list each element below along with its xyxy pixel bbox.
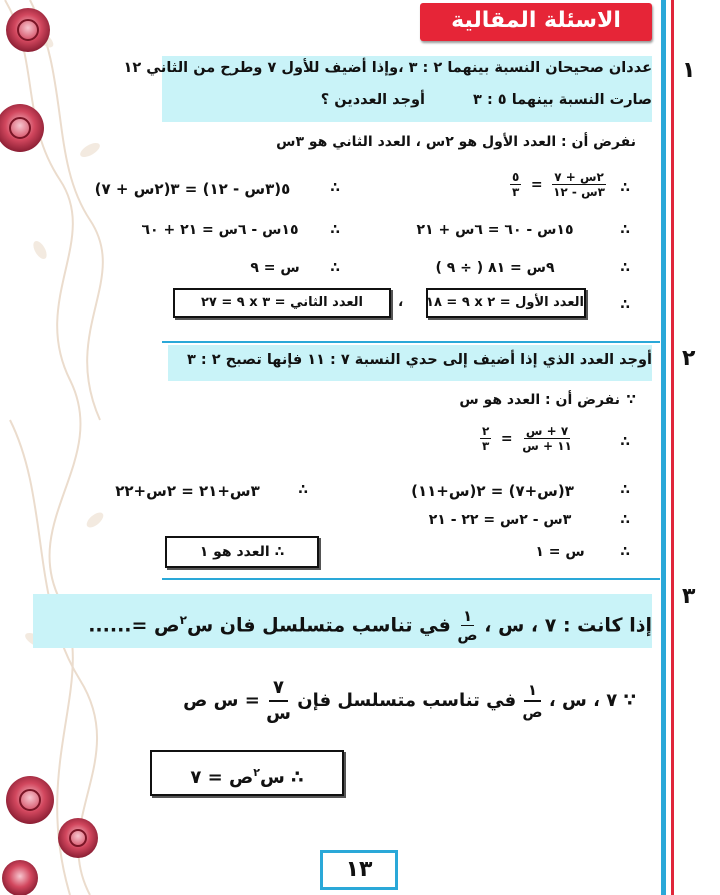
q3-answer-a: ∴ س [259,767,304,788]
q2-rhs-den: ٣ [482,439,490,453]
q3-answer-b: ص = ٧ [190,767,254,788]
question-number-1: ١ [682,58,696,83]
divider-1 [162,341,660,343]
q1-step2a: ١٥س - ٦٠ = ٦س + ٢١ [416,222,574,238]
q1-therefore-5: ∴ [620,260,630,276]
q1-therefore-4: ∴ [330,222,340,238]
question-number-2: ٢ [682,346,696,371]
q1-rhs-num: ٥ [512,170,520,184]
q1-statement-line2a: صارت النسبة بينهما ٥ : ٣ [473,92,652,108]
q3-frac-num: ١ [462,607,473,626]
q3-solution [183,676,636,726]
q1-statement-line2b: أوجد العددين ؟ [320,92,425,108]
divider-2 [162,578,660,580]
q3-sol-frac1-den: ص [522,703,543,721]
vertical-blue-rule [661,0,666,895]
q1-therefore-2: ∴ [330,180,340,196]
q3-statement-a: إذا كانت : ٧ ، س ، [484,614,652,637]
q1-therefore-3: ∴ [620,222,630,238]
q2-assumption: نفرض أن : العدد هو س [459,392,620,408]
page-title: الاسئلة المقالية [420,3,652,41]
q1-answer-separator: ، [398,294,404,310]
q1-assumption: نفرض أن : العدد الأول هو ٢س ، العدد الثاني هو ٣س [276,134,636,150]
q2-step3: س = ١ [535,544,585,560]
q1-therefore-7: ∴ [620,297,630,313]
q2-answer: ∴ العدد هو ١ [165,536,319,568]
floral-border-decoration [0,0,150,895]
q2-step2: ٣س - ٢س = ٢٢ - ٢١ [428,512,572,528]
q1-statement-line1: عددان صحيحان النسبة بينهما ٢ : ٣ ،وإذا أضيف للأول ٧ وطرح من الثاني ١٢ [123,60,652,76]
q3-statement-sup: ٢ [179,613,187,627]
q3-answer [150,750,344,796]
q2-rhs-num: ٢ [482,424,490,438]
q3-statement [88,598,652,647]
q1-step2b: ١٥س - ٦س = ٢١ + ٦٠ [141,222,299,238]
q2-proportion: $\frac{٢}{٣}$ = $\frac{\text{٧ + س}}{\text{١١ + س}}$ [482,424,572,453]
q3-frac-den: ص [457,626,478,645]
q1-step3b: س = ٩ [250,260,300,276]
q1-therefore-1: ∴ [620,180,630,196]
q3-sol-frac2-num: ٧ [269,676,288,702]
q2-statement: أوجد العدد الذي إذا أضيف إلى حدي النسبة ٧ : ١١ فإنها تصبح ٢ : ٣ [187,352,652,368]
q2-therefore-3: ∴ [298,482,308,498]
q1-step1: ٥(٣س - ١٢) = ٣(٢س + ٧) [94,180,291,198]
q2-therefore-5: ∴ [620,544,630,560]
q2-lhs-num: ٧ + س [525,424,569,438]
q3-sol-frac1-num: ١ [524,680,541,702]
q2-lhs-den: ١١ + س [522,439,572,453]
q1-step3a: ٩س = ٨١ ( ÷ ٩ ) [435,260,555,276]
q2-step1a: ٣(س+٧) = ٢(س+١١) [411,482,574,500]
q3-sol-b: في تناسب متسلسل فإن [297,690,517,711]
q1-rhs-den: ٣ [512,185,520,199]
q1-proportion: $\frac{٥}{٣}$ = $\frac{\text{٢س + ٧}}{\text{٣س - ١٢}}$ [512,170,605,199]
q3-sol-a: ∵ ٧ ، س ، [548,690,636,711]
q1-lhs-den: ٣س - ١٢ [553,185,605,199]
q3-statement-c: ص =...... [88,614,180,637]
q2-step1b: ٣س+٢١ = ٢س+٢٢ [115,482,260,500]
vertical-red-rule [671,0,674,895]
q2-because: ∵ [626,392,636,408]
q1-answer-first-number: العدد الأول = ٢ x ٩ = ١٨ [426,288,586,318]
q2-therefore-4: ∴ [620,512,630,528]
question-number-3: ٣ [682,584,696,609]
rose-icon [0,8,98,895]
q1-answer-second-number: العدد الثاني = ٣ x ٩ = ٢٧ [173,288,391,318]
q2-therefore-1: ∴ [620,434,630,450]
q3-sol-c: = س ص [183,690,260,711]
q1-lhs-num: ٢س + ٧ [554,170,604,184]
q3-sol-frac2-den: س [266,703,291,724]
q3-statement-b: في تناسب متسلسل فان س [186,614,451,637]
q3-answer-sup: ٢ [253,766,260,779]
q1-therefore-6: ∴ [330,260,340,276]
page-number: ١٣ [320,850,398,890]
q2-therefore-2: ∴ [620,482,630,498]
